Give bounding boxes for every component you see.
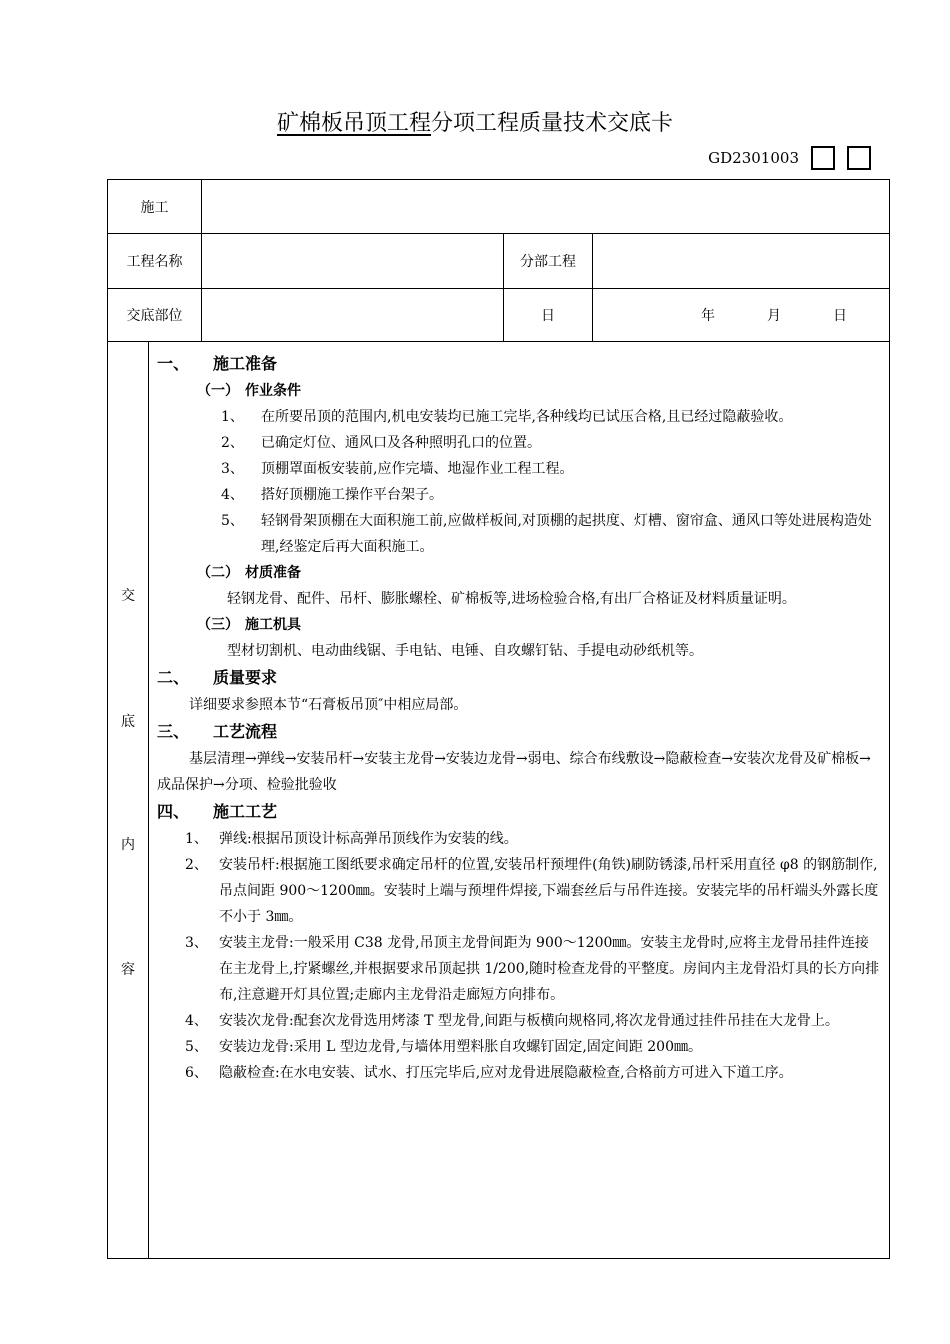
- list-item-text: 搭好顶棚施工操作平台架子。: [261, 487, 443, 503]
- list-item: [157, 1060, 881, 1086]
- label-construction: 施工: [108, 180, 202, 234]
- section-heading-2: 二、 质量要求: [157, 668, 278, 687]
- list-item: [157, 430, 881, 456]
- row-content: [108, 342, 890, 1259]
- list-item-text: 安装主龙骨:一般采用 C38 龙骨,吊顶主龙骨间距为 900～1200㎜。安装主龙骨时,应将主龙骨吊挂件连接在主龙骨上,拧紧螺丝,并根据要求吊顶起拱 1/200,随时检查龙骨的平整度。房间内主龙骨沿灯具的长方向排布,注意避开灯具位置;走廊内主龙骨沿走廊短方向排布。: [219, 935, 880, 1003]
- subsection-heading-1a: （一） 作业条件: [197, 383, 301, 399]
- list-item-number: 1、: [185, 831, 208, 847]
- list-item: [157, 826, 881, 852]
- field-date[interactable]: [593, 289, 890, 342]
- list-item-number: 4、: [185, 1013, 208, 1029]
- side-char-3: 内: [121, 837, 135, 853]
- list-item: [157, 404, 881, 430]
- field-construction[interactable]: [202, 180, 890, 234]
- list-item-text: 安装次龙骨:配套次龙骨选用烤漆 T 型龙骨,间距与板横向规格同,将次龙骨通过挂件吊挂在大龙骨上。: [219, 1013, 839, 1029]
- year-label: 年: [701, 308, 715, 324]
- label-disclosure-part: 交底部位: [108, 289, 202, 342]
- label-date: 日: [504, 289, 593, 342]
- list-item-text: 安装边龙骨:采用 L 型边龙骨,与墙体用塑料胀自攻螺钉固定,固定间距 200㎜。: [219, 1039, 702, 1055]
- side-label-cell: [108, 342, 149, 1259]
- side-char-1: 交: [121, 588, 135, 604]
- disclosure-table: [107, 179, 890, 1259]
- row-project-name: [108, 234, 890, 289]
- quality-text: 详细要求参照本节“石膏板吊顶″中相应局部。: [189, 697, 468, 713]
- process-steps-list: [157, 826, 881, 1086]
- side-char-2: 底: [121, 714, 135, 730]
- title-project-name: 矿棉板吊顶工程: [276, 111, 431, 136]
- month-label: 月: [767, 308, 781, 324]
- field-division[interactable]: [593, 234, 890, 289]
- list-item: [157, 1008, 881, 1034]
- list-item-number: 6、: [185, 1065, 208, 1081]
- day-label: 日: [833, 308, 847, 324]
- list-item-text: 已确定灯位、通风口及各种照明孔口的位置。: [261, 435, 541, 451]
- label-project-name: 工程名称: [108, 234, 202, 289]
- list-item-number: 3、: [185, 935, 208, 951]
- field-project-name[interactable]: [202, 234, 504, 289]
- row-construction: [108, 180, 890, 234]
- list-item: [157, 482, 881, 508]
- list-item-text: 隐蔽检查:在水电安装、试水、打压完毕后,应对龙骨进展隐蔽检查,合格前方可进入下道工序。: [219, 1065, 793, 1081]
- list-item-number: 2、: [221, 435, 244, 451]
- list-item: [157, 456, 881, 482]
- materials-text: 轻钢龙骨、配件、吊杆、膨胀螺栓、矿棉板等,进场检验合格,有出厂合格证及材料质量证明。: [227, 591, 796, 607]
- list-item: [157, 852, 881, 930]
- list-item: [157, 1034, 881, 1060]
- subsection-heading-1c: （三） 施工机具: [197, 617, 301, 633]
- list-item-number: 3、: [221, 461, 244, 477]
- title-rest: 分项工程质量技术交底卡: [431, 111, 674, 136]
- list-item-text: 在所要吊顶的范围内,机电安装均已施工完毕,各种线均已试压合格,且已经过隐蔽验收。: [261, 409, 793, 425]
- subsection-heading-1b: （二） 材质准备: [197, 565, 301, 581]
- list-item-number: 5、: [221, 513, 244, 529]
- process-flow-text: 基层清理→弹线→安装吊杆→安装主龙骨→安装边龙骨→弱电、综合布线敷设→隐蔽检查→安装次龙骨及矿棉板→成品保护→分项、检验批验收: [157, 751, 871, 793]
- list-item-number: 5、: [185, 1039, 208, 1055]
- tools-text: 型材切割机、电动曲线锯、手电钻、电锤、自攻螺钉钻、手提电动砂纸机等。: [227, 643, 703, 659]
- label-division: 分部工程: [504, 234, 593, 289]
- work-conditions-list: [157, 404, 881, 560]
- side-char-4: 容: [121, 962, 135, 978]
- list-item-text: 顶棚罩面板安装前,应作完墙、地湿作业工程工程。: [261, 461, 574, 477]
- content-cell: [149, 342, 890, 1259]
- document-code: GD2301003: [708, 149, 799, 167]
- list-item-text: 弹线:根据吊顶设计标高弹吊顶线作为安装的线。: [219, 831, 518, 847]
- field-disclosure-part[interactable]: [202, 289, 504, 342]
- list-item-text: 安装吊杆:根据施工图纸要求确定吊杆的位置,安装吊杆预埋件(角铁)刷防锈漆,吊杆采用直径 φ8 的钢筋制作,吊点间距 900～1200㎜。安装时上端与预埋件焊接,下端套丝后与吊件连接。安装完毕的吊杆端头外露长度不小于 3㎜。: [219, 857, 879, 925]
- checkbox-2[interactable]: [847, 146, 871, 170]
- section-heading-1: 一、 施工准备: [157, 354, 278, 373]
- list-item-number: 4、: [221, 487, 244, 503]
- document-code-area: [708, 146, 871, 170]
- row-disclosure-part: [108, 289, 890, 342]
- list-item-number: 1、: [221, 409, 244, 425]
- document-title: [0, 106, 950, 137]
- section-heading-3: 三、 工艺流程: [157, 722, 278, 741]
- list-item: [157, 508, 881, 560]
- checkbox-1[interactable]: [811, 146, 835, 170]
- list-item-number: 2、: [185, 857, 208, 873]
- list-item-text: 轻钢骨架顶棚在大面积施工前,应做样板间,对顶棚的起拱度、灯槽、窗帘盒、通风口等处进展构造处理,经鉴定后再大面积施工。: [261, 513, 872, 555]
- list-item: [157, 930, 881, 1008]
- section-heading-4: 四、 施工工艺: [157, 802, 278, 821]
